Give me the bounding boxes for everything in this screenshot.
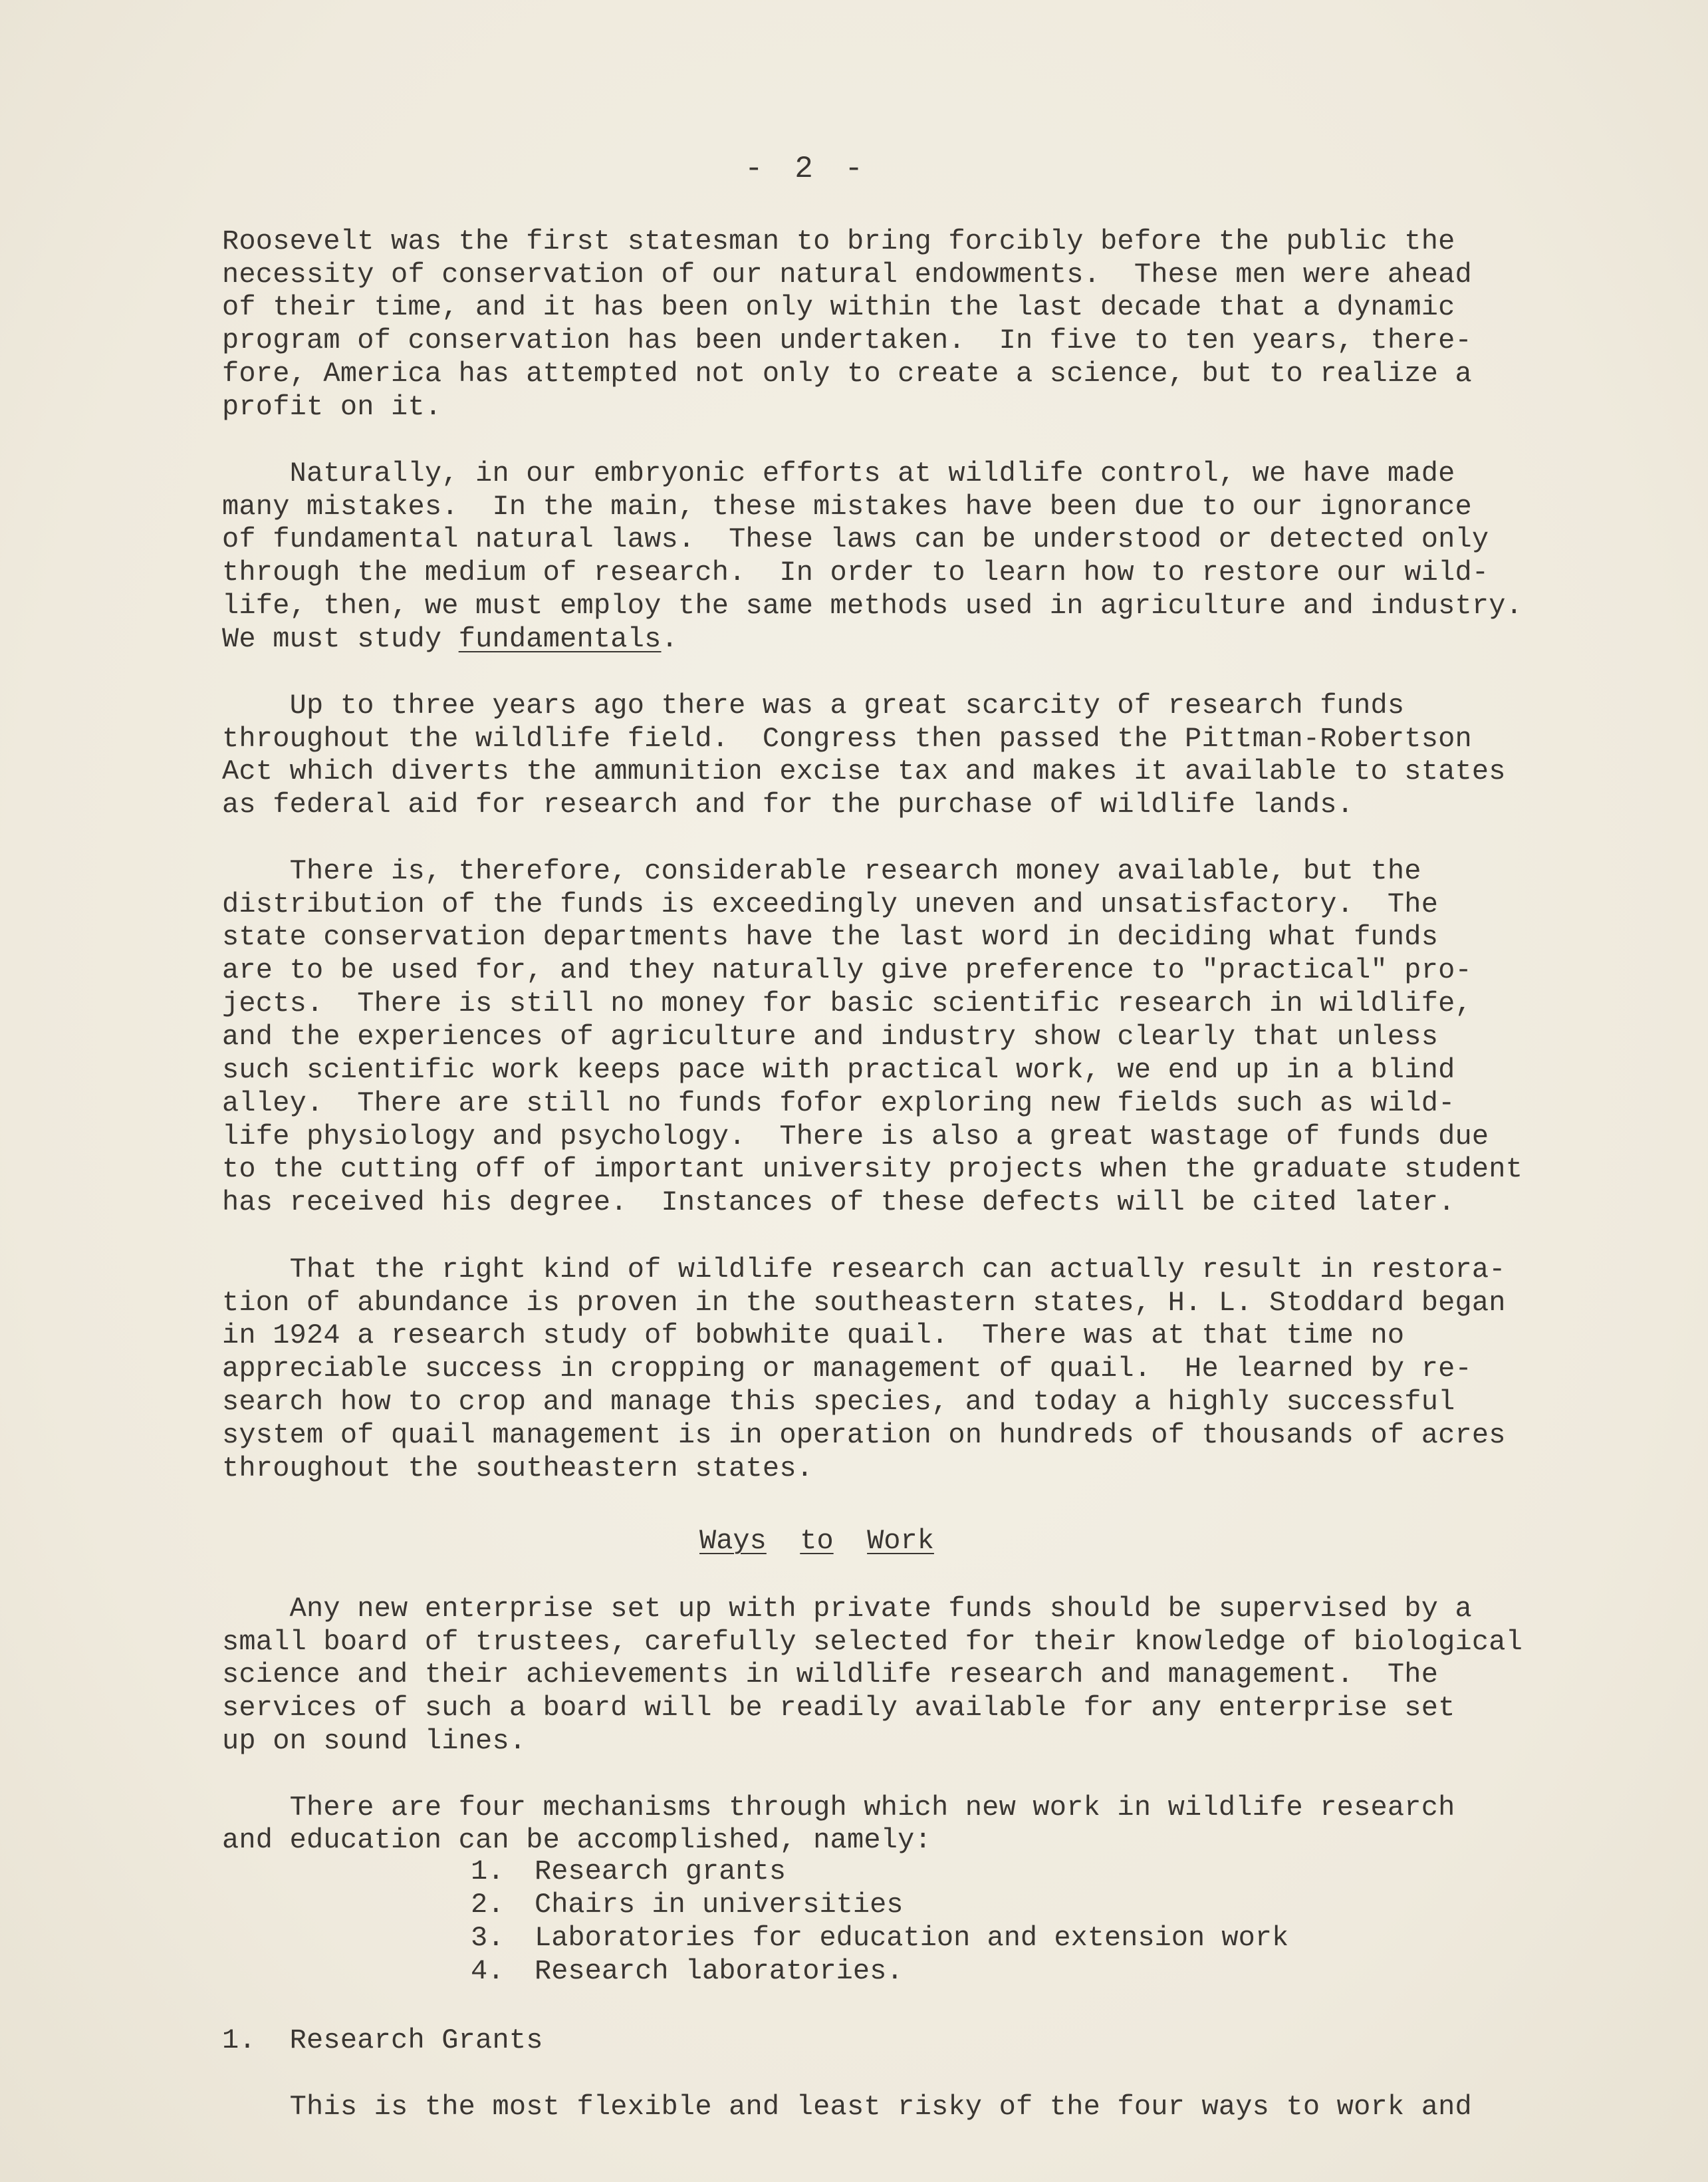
text-line: This is the most flexible and least risky of the four ways to work and — [222, 2091, 1472, 2123]
text-line: Up to three years ago there was a great scarcity of research funds — [222, 690, 1405, 722]
text-line: are to be used for, and they naturally give preference to "practical" pro- — [222, 954, 1472, 986]
underlined-word: fundamentals — [458, 623, 662, 655]
text-line: search how to crop and manage this species, and today a highly successful — [222, 1386, 1455, 1418]
text-line: as federal aid for research and for the purchase of wildlife lands. — [222, 789, 1354, 821]
text-line: and education can be accomplished, namely: — [222, 1824, 931, 1856]
list-number: 4. — [471, 1955, 505, 1987]
list-number: 2. — [471, 1889, 505, 1921]
text-line: life, then, we must employ the same methods used in agriculture and industry. — [222, 590, 1523, 622]
list-item — [471, 1955, 904, 1987]
text-line: has received his degree. Instances of these defects will be cited later. — [222, 1186, 1455, 1218]
text-line: services of such a board will be readily available for any enterprise set — [222, 1692, 1455, 1724]
section-heading — [699, 1525, 934, 1557]
heading-word: Ways — [699, 1525, 767, 1557]
list-item — [471, 1922, 1288, 1954]
text-line: appreciable success in cropping or management of quail. He learned by re- — [222, 1353, 1472, 1385]
text-line: such scientific work keeps pace with practical work, we end up in a blind — [222, 1054, 1455, 1086]
text-line: profit on it. — [222, 391, 442, 423]
subsection-heading: 1. Research Grants — [222, 2024, 543, 2056]
text-line: and the experiences of agriculture and industry show clearly that unless — [222, 1021, 1439, 1053]
text-line: That the right kind of wildlife research can actually result in restora- — [222, 1254, 1506, 1286]
text-line: alley. There are still no funds fofor exploring new fields such as wild- — [222, 1087, 1455, 1119]
text-line: program of conservation has been undertaken. In five to ten years, there- — [222, 325, 1472, 356]
page-number: - 2 - — [745, 152, 870, 186]
text-line: many mistakes. In the main, these mistakes have been due to our ignorance — [222, 491, 1472, 523]
text-line: necessity of conservation of our natural endowments. These men were ahead — [222, 259, 1472, 291]
text-line: Act which diverts the ammunition excise tax and makes it available to states — [222, 755, 1506, 787]
text-line: throughout the wildlife field. Congress then passed the Pittman-Robertson — [222, 723, 1472, 755]
list-text: Chairs in universities — [535, 1889, 904, 1921]
text-line: up on sound lines. — [222, 1725, 527, 1757]
text-line: of their time, and it has been only within the last decade that a dynamic — [222, 291, 1455, 323]
text-line: jects. There is still no money for basic scientific research in wildlife, — [222, 988, 1472, 1020]
text-line: through the medium of research. In order to learn how to restore our wild- — [222, 557, 1489, 589]
list-number: 3. — [471, 1922, 505, 1954]
heading-word: to — [800, 1525, 834, 1557]
text-line: Any new enterprise set up with private funds should be supervised by a — [222, 1593, 1472, 1625]
list-item — [471, 1855, 786, 1887]
text-line: distribution of the funds is exceedingly uneven and unsatisfactory. The — [222, 888, 1439, 920]
text-line-emphasis — [222, 622, 678, 656]
list-number: 1. — [471, 1855, 505, 1887]
list-item — [471, 1889, 904, 1921]
text-line: to the cutting off of important university projects when the graduate student — [222, 1153, 1523, 1185]
text-line: tion of abundance is proven in the southeastern states, H. L. Stoddard began — [222, 1287, 1506, 1319]
text-line: state conservation departments have the last word in deciding what funds — [222, 921, 1439, 953]
list-text: Research grants — [535, 1855, 787, 1887]
text-line: small board of trustees, carefully selected for their knowledge of biological — [222, 1626, 1523, 1658]
text-line: throughout the southeastern states. — [222, 1452, 814, 1484]
text-line: Roosevelt was the first statesman to bring forcibly before the public the — [222, 225, 1455, 257]
text-line: There are four mechanisms through which new work in wildlife research — [222, 1792, 1455, 1824]
text-line: life physiology and psychology. There is also a great wastage of funds due — [222, 1121, 1489, 1153]
text-line: Naturally, in our embryonic efforts at wildlife control, we have made — [222, 458, 1455, 489]
list-text: Laboratories for education and extension work — [535, 1922, 1289, 1954]
text-fragment: . — [661, 623, 678, 655]
text-line: in 1924 a research study of bobwhite quail. There was at that time no — [222, 1319, 1405, 1351]
text-line: system of quail management is in operation on hundreds of thousands of acres — [222, 1419, 1506, 1451]
text-line: science and their achievements in wildlife research and management. The — [222, 1659, 1439, 1691]
text-line: There is, therefore, considerable research money available, but the — [222, 855, 1421, 887]
text-line: fore, America has attempted not only to create a science, but to realize a — [222, 358, 1472, 390]
text-line: of fundamental natural laws. These laws can be understood or detected only — [222, 523, 1489, 555]
text-fragment: We must study — [222, 623, 459, 655]
heading-word: Work — [867, 1525, 934, 1557]
list-text: Research laboratories. — [535, 1955, 904, 1987]
